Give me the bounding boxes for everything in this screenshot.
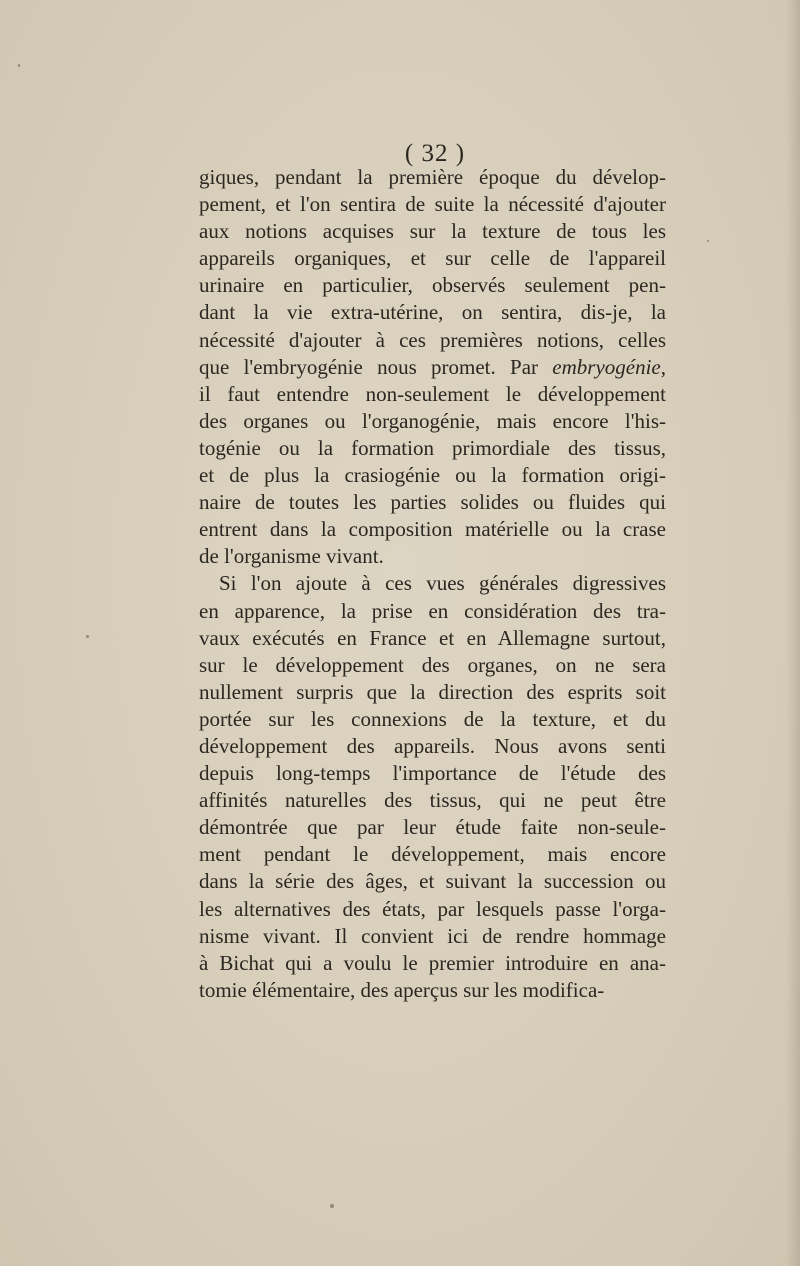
italic-term: embryogénie — [552, 354, 661, 379]
text-line: tomie élémentaire, des aperçus sur les modifica- — [199, 977, 605, 1002]
text-line: de l'organisme vivant. — [199, 544, 384, 569]
body-text — [199, 164, 666, 1004]
text-line: giques, pendant la première époque du dévelop- — [199, 165, 666, 189]
text-line: sur le développement des organes, on ne sera — [199, 652, 666, 677]
text-line: dans la série des âges, et suivant la succession ou — [199, 869, 666, 894]
text-line — [199, 354, 666, 381]
text-line: togénie ou la formation primordiale des tissus, — [199, 435, 666, 460]
text-line: portée sur les connexions de la texture, et du — [199, 706, 666, 731]
text-line: en apparence, la prise en considération des tra- — [199, 598, 666, 623]
paper-speck — [18, 64, 20, 67]
text-segment: que l'embryogénie nous promet. Par — [199, 354, 553, 379]
text-line: démontrée que par leur étude faite non-seule- — [199, 815, 666, 840]
text-line: les alternatives des états, par lesquels passe l'orga- — [199, 896, 666, 921]
text-line: des organes ou l'organogénie, mais encore l'his- — [199, 408, 666, 433]
text-line: développement des appareils. Nous avons senti — [199, 733, 666, 758]
text-line: nécessité d'ajouter à ces premières notions, celles — [199, 327, 666, 352]
text-line: vaux exécutés en France et en Allemagne surtout, — [199, 625, 666, 650]
paper-speck — [86, 635, 89, 638]
text-line: nisme vivant. Il convient ici de rendre hommage — [199, 923, 666, 948]
text-line: nullement surpris que la direction des esprits soit — [199, 679, 666, 704]
text-line: et de plus la crasiogénie ou la formation origi- — [199, 463, 666, 488]
text-line: Si l'on ajoute à ces vues générales digressives — [219, 571, 666, 596]
text-line: il faut entendre non-seulement le développement — [199, 381, 666, 406]
text-line: aux notions acquises sur la texture de tous les — [199, 219, 666, 244]
text-line: à Bichat qui a voulu le premier introduire en ana- — [199, 950, 666, 975]
text-line: depuis long-temps l'importance de l'étude des — [199, 761, 666, 786]
text-line: naire de toutes les parties solides ou fluides qui — [199, 490, 666, 515]
text-line: appareils organiques, et sur celle de l'appareil — [199, 246, 666, 271]
text-line: entrent dans la composition matérielle ou la crase — [199, 517, 666, 542]
text-line: urinaire en particulier, observés seulement pen- — [199, 273, 666, 298]
text-line: dant la vie extra-utérine, on sentira, dis-je, la — [199, 300, 666, 325]
paper-speck — [330, 1204, 334, 1208]
page-edge-shadow — [786, 0, 800, 1266]
page-number: ( 32 ) — [404, 140, 466, 167]
text-line: ment pendant le développement, mais encore — [199, 842, 666, 867]
text-line: pement, et l'on sentira de suite la nécessité d'ajouter — [199, 192, 666, 217]
paper-speck — [707, 240, 709, 242]
text-segment: , — [660, 354, 666, 379]
text-line: affinités naturelles des tissus, qui ne peut être — [199, 788, 666, 813]
